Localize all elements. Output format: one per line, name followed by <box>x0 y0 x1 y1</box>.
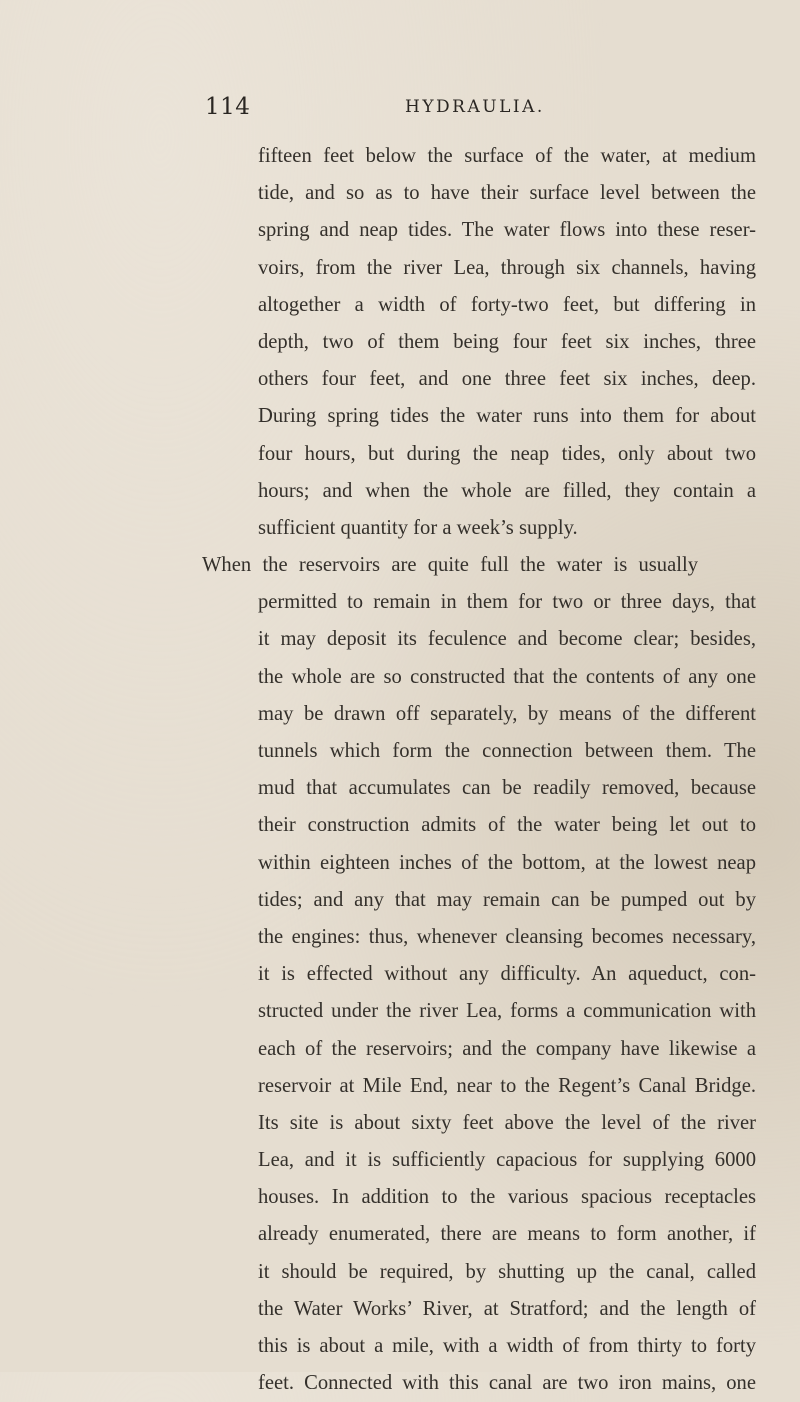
text-line: houses. In addition to the various spacious receptacles <box>258 1186 756 1209</box>
text-line: it is effected without any difficulty. An aqueduct, con- <box>258 963 756 986</box>
text-line: fifteen feet below the surface of the water, at medium <box>258 145 756 167</box>
running-head <box>205 94 725 124</box>
text-line: this is about a mile, with a width of from thirty to forty <box>258 1335 756 1357</box>
text-line: the Water Works’ River, at Stratford; and the length of <box>258 1297 756 1320</box>
text-line: During spring tides the water runs into them for about <box>258 405 756 428</box>
text-line: tunnels which form the connection between them. The <box>258 740 756 762</box>
text-line: structed under the river Lea, forms a communication with <box>258 1000 756 1023</box>
text-line: hours; and when the whole are filled, they contain a <box>258 479 756 502</box>
text-line: already enumerated, there are means to form another, if <box>258 1223 756 1246</box>
text-line: reservoir at Mile End, near to the Regent’s Canal Bridge. <box>258 1074 756 1097</box>
text-line: others four feet, and one three feet six inches, deep. <box>258 368 756 391</box>
text-line: permitted to remain in them for two or three days, that <box>258 591 756 614</box>
text-line: tide, and so as to have their surface level between the <box>258 182 756 205</box>
text-line: sufficient quantity for a week’s supply. <box>258 516 578 539</box>
paragraph <box>258 138 756 547</box>
page-number: 114 <box>205 94 251 120</box>
text-line: tides; and any that may remain can be pumped out by <box>258 888 756 911</box>
text-line: depth, two of them being four feet six inches, three <box>258 330 756 353</box>
text-line: When the reservoirs are quite full the water is usually <box>202 554 698 577</box>
text-line: voirs, from the river Lea, through six channels, having <box>258 256 756 279</box>
text-line: may be drawn off separately, by means of the different <box>258 702 756 725</box>
text-line: their construction admits of the water being let out to <box>258 814 756 837</box>
text-line: Its site is about sixty feet above the level of the river <box>258 1111 756 1134</box>
text-line: spring and neap tides. The water flows into these reser- <box>258 219 756 242</box>
text-line: altogether a width of forty-two feet, but differing in <box>258 293 756 316</box>
text-line: mud that accumulates can be readily removed, because <box>258 777 756 800</box>
paragraph <box>202 547 756 1402</box>
running-title: HYDRAULIA. <box>405 97 545 117</box>
text-line: the whole are so constructed that the contents of any one <box>258 665 756 688</box>
text-line: it may deposit its feculence and become clear; besides, <box>258 628 756 651</box>
text-line: it should be required, by shutting up the canal, called <box>258 1260 756 1283</box>
text-line: four hours, but during the neap tides, only about two <box>258 442 756 465</box>
text-line: within eighteen inches of the bottom, at the lowest neap <box>258 851 756 874</box>
text-line: the engines: thus, whenever cleansing becomes necessary, <box>258 925 756 948</box>
text-line: each of the reservoirs; and the company have likewise a <box>258 1037 756 1060</box>
text-line: feet. Connected with this canal are two iron mains, one <box>258 1372 756 1395</box>
body-text <box>202 138 756 1402</box>
text-line: Lea, and it is sufficiently capacious for supplying 6000 <box>258 1149 756 1172</box>
